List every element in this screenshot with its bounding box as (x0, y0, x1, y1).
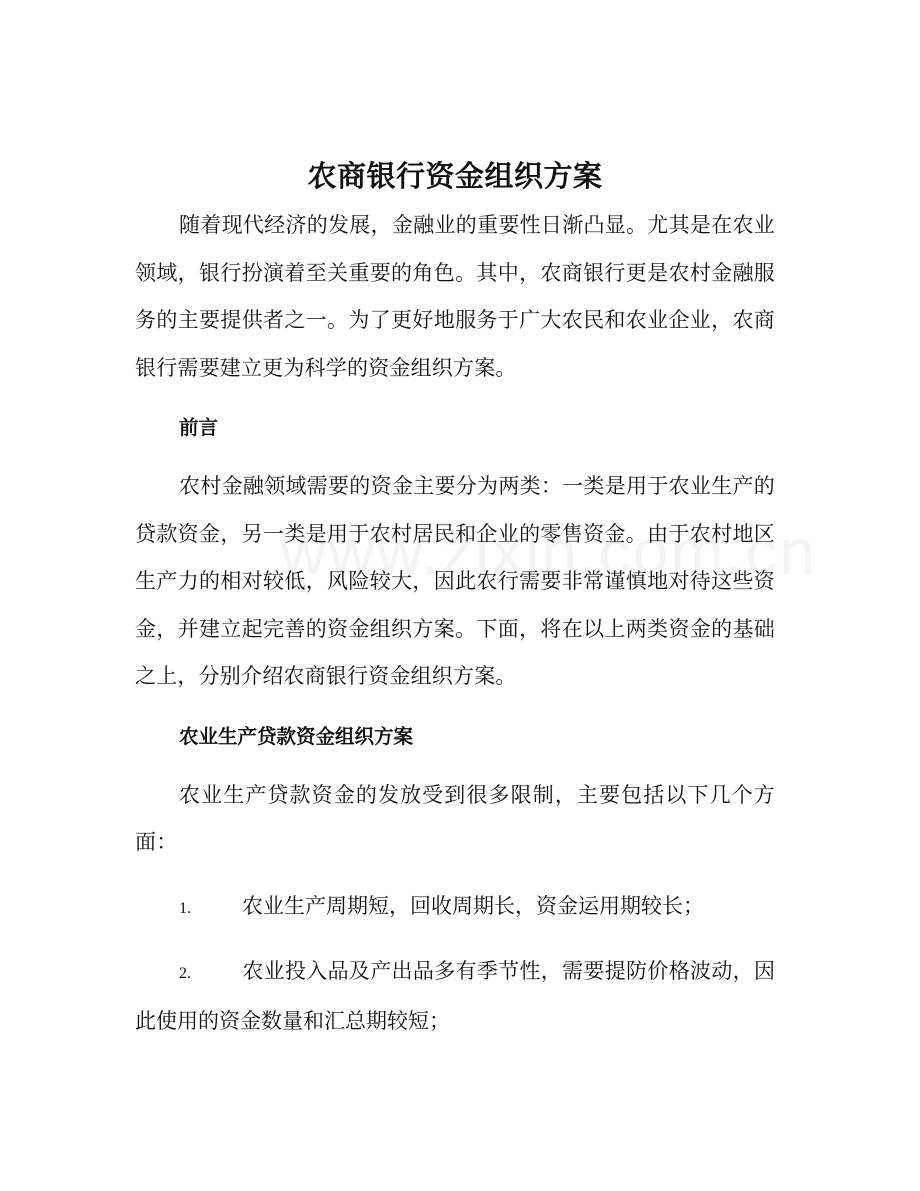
document-title: 农商银行资金组织方案 (307, 159, 603, 193)
list-number: 1. (179, 899, 191, 917)
section-heading-agri-loan: 农业生产贷款资金组织方案 (179, 724, 414, 748)
preface-paragraph: 农村金融领域需要的资金主要分为两类：一类是用于农业生产的贷款资金，另一类是用于农村居民和企业的零售资金。由于农村地区生产力的相对较低，风险较大，因此农行需要非常谨慎地对待这些资金，并建立起完善的资金组织方案。下面，将在以上两类资金的基础之上，分别介绍农商银行资金组织方案。 (135, 474, 775, 688)
list-item (135, 883, 775, 933)
list-number: 2. (179, 965, 191, 982)
list-item-text: 农业投入品及产出品多有季节性，需要提防价格波动，因此使用的资金数量和汇总期较短； (135, 959, 775, 1033)
section-heading-preface: 前言 (179, 416, 219, 439)
agri-loan-paragraph: 农业生产贷款资金的发放受到很多限制，主要包括以下几个方面： (135, 782, 775, 854)
list-item (135, 948, 775, 1045)
document-content (135, 150, 775, 1045)
intro-paragraph: 随着现代经济的发展，金融业的重要性日渐凸显。尤其是在农业领域，银行扮演着至关重要的角色。其中，农商银行更是农村金融服务的主要提供者之一。为了更好地服务于广大农民和农业企业，农商银行需要建立更为科学的资金组织方案。 (135, 213, 775, 380)
list-item-text: 农业生产周期短，回收周期长，资金运用期较长； (242, 893, 704, 918)
